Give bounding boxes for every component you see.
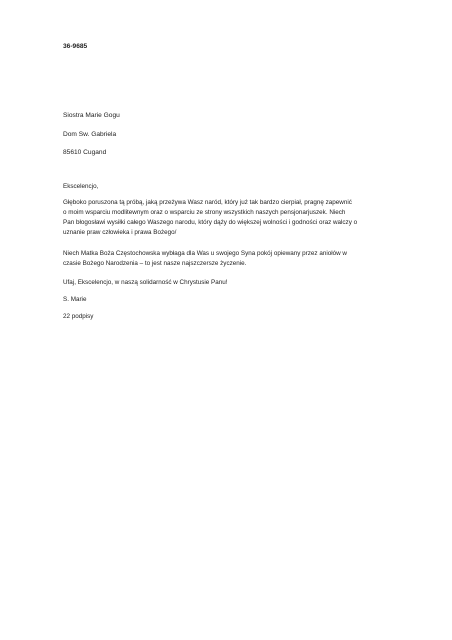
paragraph-1-line: o moim wsparciu modlitewnym oraz o wsparciu ze strony wszystkich naszych pensjonarjuszek. Niech xyxy=(63,209,346,216)
recipient-name: Siostra Marie Gogu xyxy=(63,112,120,119)
letter-signature: S. Marie xyxy=(63,296,87,303)
paragraph-1-line: Głęboko poruszona tą próbą, jaką przeżywa Wasz naród, który już tak bardzo cierpiał, pragnę zapewnić xyxy=(63,199,352,206)
paragraph-1-line: uznanie praw człowieka i prawa Bożego/ xyxy=(63,229,177,236)
letter-paragraph-3: Ufaj, Ekscelencjo, w naszą solidarność w Chrystusie Panu! xyxy=(63,279,228,286)
letter-paragraph-1 xyxy=(63,198,393,238)
paragraph-2-line: czasie Bożego Narodzenia – to jest nasze najszczersze życzenie. xyxy=(63,260,247,267)
paragraph-2-line: Niech Matka Boża Częstochowska wybłaga dla Was u swojego Syna pokój opiewany przez aniołów w xyxy=(63,250,347,257)
recipient-city: 85610 Cugand xyxy=(63,149,107,156)
signatures-count: 22 podpisy xyxy=(63,313,94,320)
letter-greeting: Ekscelencjo, xyxy=(63,183,99,190)
letter-paragraph-2 xyxy=(63,249,393,269)
document-id: 36-9685 xyxy=(63,43,88,50)
paragraph-1-line: Pan błogosławi wysiłki całego Waszego narodu, który dąży do większej wolności i godności oraz walczy o xyxy=(63,219,358,226)
recipient-street: Dom Sw. Gabriela xyxy=(63,131,117,138)
